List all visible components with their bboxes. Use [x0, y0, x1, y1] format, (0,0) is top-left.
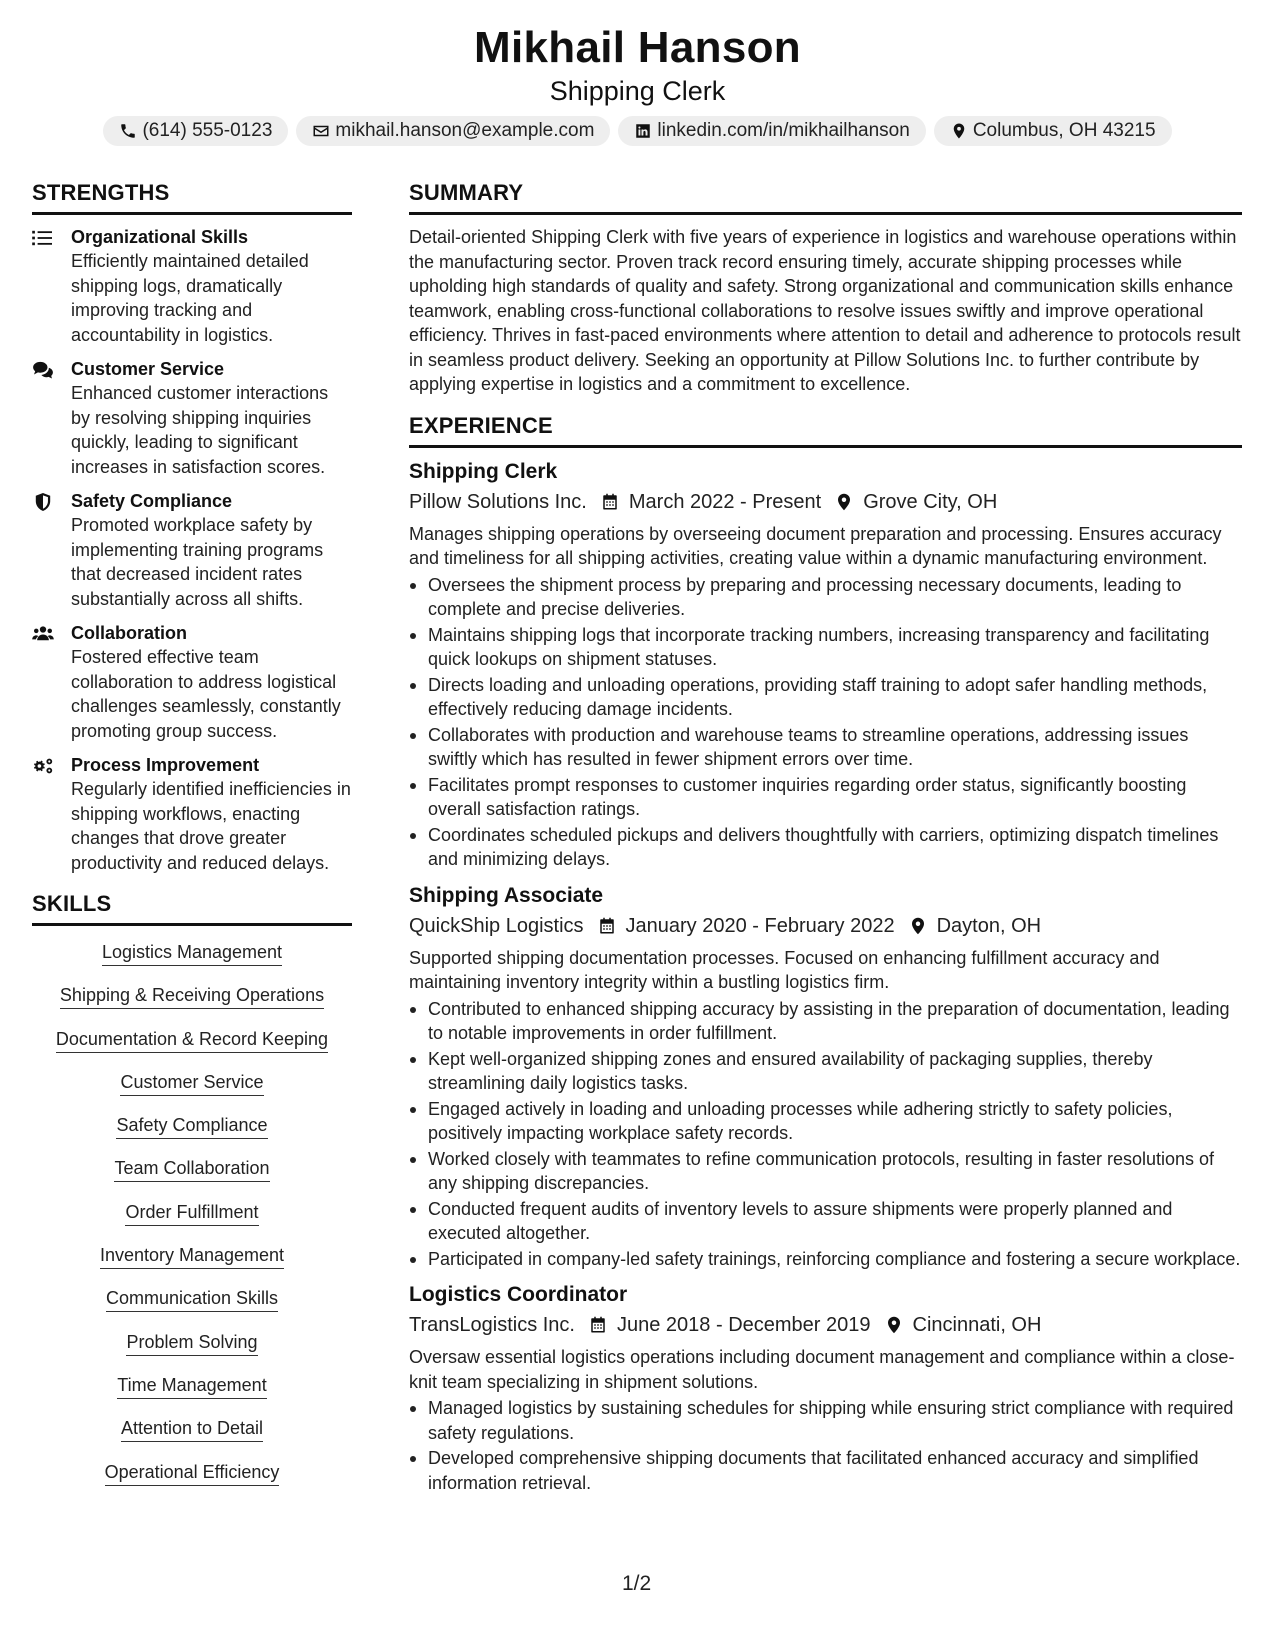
location-pin-icon [885, 1315, 903, 1335]
job-bullet: Kept well-organized shipping zones and ensured availability of packaging supplies, thereby streamlining daily logistics tasks. [409, 1047, 1242, 1096]
company-name: QuickShip Logistics [409, 914, 584, 937]
contact-location-text: Columbus, OH 43215 [972, 120, 1156, 141]
job-bullet: Conducted frequent audits of inventory levels to assure shipments were properly planned and executed altogether. [409, 1197, 1242, 1246]
skills-heading: SKILLS [32, 889, 352, 926]
job-bullet: Worked closely with teammates to refine communication protocols, resulting in faster resolutions of any shipping discrepancies. [409, 1147, 1242, 1196]
skill-tag: Operational Efficiency [105, 1460, 280, 1486]
job-bullet: Engaged actively in loading and unloading processes while adhering strictly to safety policies, positively impacting workplace safety records. [409, 1097, 1242, 1146]
skill-tag: Safety Compliance [116, 1113, 267, 1139]
job-description: Oversaw essential logistics operations including document management and compliance within a close-knit team specializing in shipment solutions. [409, 1347, 1235, 1392]
job-bullets [409, 573, 1242, 872]
strength-item [32, 753, 352, 875]
resume-header [0, 22, 1275, 146]
job-bullets [409, 997, 1242, 1272]
experience-entry [409, 1281, 1242, 1495]
job-dates: March 2022 - Present [628, 490, 822, 513]
contact-email[interactable] [296, 116, 610, 146]
job-bullet: Directs loading and unloading operations, providing staff training to adopt safer handling methods, effectively reducing damage incidents. [409, 673, 1242, 722]
phone-icon [119, 122, 137, 140]
left-column [32, 178, 352, 1503]
shield-icon [32, 493, 54, 511]
skill-tag: Documentation & Record Keeping [56, 1027, 328, 1053]
strength-desc: Regularly identified inefficiencies in shipping workflows, enacting changes that drove greater productivity and reduced delays. [71, 779, 351, 873]
strength-item [32, 357, 352, 479]
job-description: Supported shipping documentation processes. Focused on enhancing fulfillment accuracy and maintaining inventory integrity within a bustling logistics firm. [409, 947, 1160, 992]
gears-icon [32, 757, 54, 775]
job-title: Shipping Associate [409, 883, 604, 907]
envelope-icon [312, 122, 330, 140]
experience-entry [409, 882, 1242, 1272]
chat-bubbles-icon [32, 361, 54, 379]
calendar-icon [598, 916, 616, 936]
contact-phone-text: (614) 555-0123 [142, 120, 273, 141]
strength-desc: Efficiently maintained detailed shipping logs, dramatically improving tracking and accountability in logistics. [71, 251, 309, 345]
job-bullet: Contributed to enhanced shipping accuracy by assisting in the preparation of documentation, leading to notable improvements in order fulfillment. [409, 997, 1242, 1046]
skill-tag: Team Collaboration [114, 1156, 269, 1182]
skills-list [32, 940, 352, 1486]
strength-item [32, 225, 352, 347]
candidate-name: Mikhail Hanson [474, 23, 801, 72]
experience-entry [409, 458, 1242, 872]
right-column [409, 178, 1242, 1496]
candidate-role: Shipping Clerk [549, 76, 726, 106]
strength-desc: Promoted workplace safety by implementing training programs that decreased incident rates substantially across all shifts. [71, 515, 324, 609]
strengths-heading: STRENGTHS [32, 178, 352, 215]
contact-email-text: mikhail.hanson@example.com [335, 120, 595, 141]
company-name: TransLogistics Inc. [409, 1314, 575, 1336]
strength-item [32, 621, 352, 743]
skill-tag: Attention to Detail [121, 1416, 263, 1442]
strength-desc: Enhanced customer interactions by resolving shipping inquiries quickly, leading to significant increases in satisfaction scores. [71, 383, 329, 477]
job-location: Grove City, OH [863, 490, 998, 513]
job-bullet: Participated in company-led safety trainings, reinforcing compliance and fostering a secure workplace. [409, 1247, 1242, 1272]
job-bullet: Facilitates prompt responses to customer inquiries regarding order status, significantly boosting overall satisfaction ratings. [409, 773, 1242, 822]
contact-linkedin-text: linkedin.com/in/mikhailhanson [657, 120, 910, 141]
location-pin-icon [950, 122, 968, 140]
summary-text: Detail-oriented Shipping Clerk with five years of experience in logistics and warehouse operations within the manufacturing sector. Proven track record ensuring timely, accurate shipping processes while upholding high standards of quality and safety. Strong organizational and communication skills enhance teamwork, enabling cross-functional collaborations to resolve issues swiftly and improve operational efficiency. Thrives in fast-paced environments where attention to detail and adherence to protocols result in seamless product delivery. Seeking an opportunity at Pillow Solutions Inc. to further contribute by applying expertise in logistics and a commitment to excellence. [409, 227, 1241, 394]
location-pin-icon [909, 916, 927, 936]
users-icon [32, 625, 54, 643]
company-name: Pillow Solutions Inc. [409, 490, 587, 513]
strength-title: Customer Service [71, 359, 225, 379]
job-location: Cincinnati, OH [912, 1314, 1042, 1336]
strength-item [32, 489, 352, 611]
calendar-icon [601, 492, 619, 512]
strength-title: Process Improvement [71, 755, 260, 775]
job-meta [409, 1311, 1242, 1339]
linkedin-icon [634, 122, 652, 140]
contact-bar [0, 116, 1275, 146]
job-bullet: Managed logistics by sustaining schedules for shipping while ensuring strict compliance with required safety regulations. [409, 1396, 1242, 1445]
skill-tag: Shipping & Receiving Operations [60, 983, 324, 1009]
list-icon [32, 229, 54, 247]
job-bullet: Maintains shipping logs that incorporate tracking numbers, increasing transparency and facilitating quick lookups on shipment statuses. [409, 623, 1242, 672]
job-bullet: Coordinates scheduled pickups and delivers thoughtfully with carriers, optimizing dispatch timelines and minimizing delays. [409, 823, 1242, 872]
location-pin-icon [835, 492, 853, 512]
skill-tag: Time Management [117, 1373, 266, 1399]
job-meta [409, 488, 1242, 516]
skill-tag: Logistics Management [102, 940, 282, 966]
skill-tag: Problem Solving [126, 1330, 257, 1356]
page-number: 1/2 [622, 1572, 652, 1595]
strength-desc: Fostered effective team collaboration to address logistical challenges seamlessly, constantly promoting group success. [71, 647, 341, 741]
calendar-icon [589, 1315, 607, 1335]
job-description: Manages shipping operations by overseeing document preparation and processing. Ensures accuracy and timeliness for all shipping activities, creating value within a dynamic manufacturing environment. [409, 523, 1222, 568]
strength-title: Organizational Skills [71, 227, 249, 247]
job-bullet: Developed comprehensive shipping documents that facilitated enhanced accuracy and simplified information retrieval. [409, 1446, 1242, 1495]
skill-tag: Order Fulfillment [125, 1200, 258, 1226]
job-title: Logistics Coordinator [409, 1283, 628, 1306]
strength-title: Collaboration [71, 623, 187, 643]
job-dates: January 2020 - February 2022 [625, 914, 895, 937]
contact-linkedin[interactable] [618, 116, 925, 146]
job-bullets [409, 1396, 1242, 1495]
skill-tag: Communication Skills [106, 1286, 278, 1312]
job-bullet: Oversees the shipment process by preparing and processing necessary documents, leading to complete and precise deliveries. [409, 573, 1242, 622]
skill-tag: Inventory Management [100, 1243, 284, 1269]
experience-heading: EXPERIENCE [409, 411, 1242, 448]
job-dates: June 2018 - December 2019 [617, 1314, 871, 1336]
contact-phone[interactable] [103, 116, 288, 146]
summary-heading: SUMMARY [409, 178, 1242, 215]
skill-tag: Customer Service [120, 1070, 263, 1096]
job-location: Dayton, OH [936, 914, 1042, 937]
contact-location [934, 116, 1172, 146]
strengths-list [32, 225, 352, 875]
job-meta [409, 912, 1242, 940]
job-bullet: Collaborates with production and warehouse teams to streamline operations, addressing issues swiftly which has resulted in fewer shipment errors over time. [409, 723, 1242, 772]
job-title: Shipping Clerk [409, 459, 558, 483]
strength-title: Safety Compliance [71, 491, 233, 511]
